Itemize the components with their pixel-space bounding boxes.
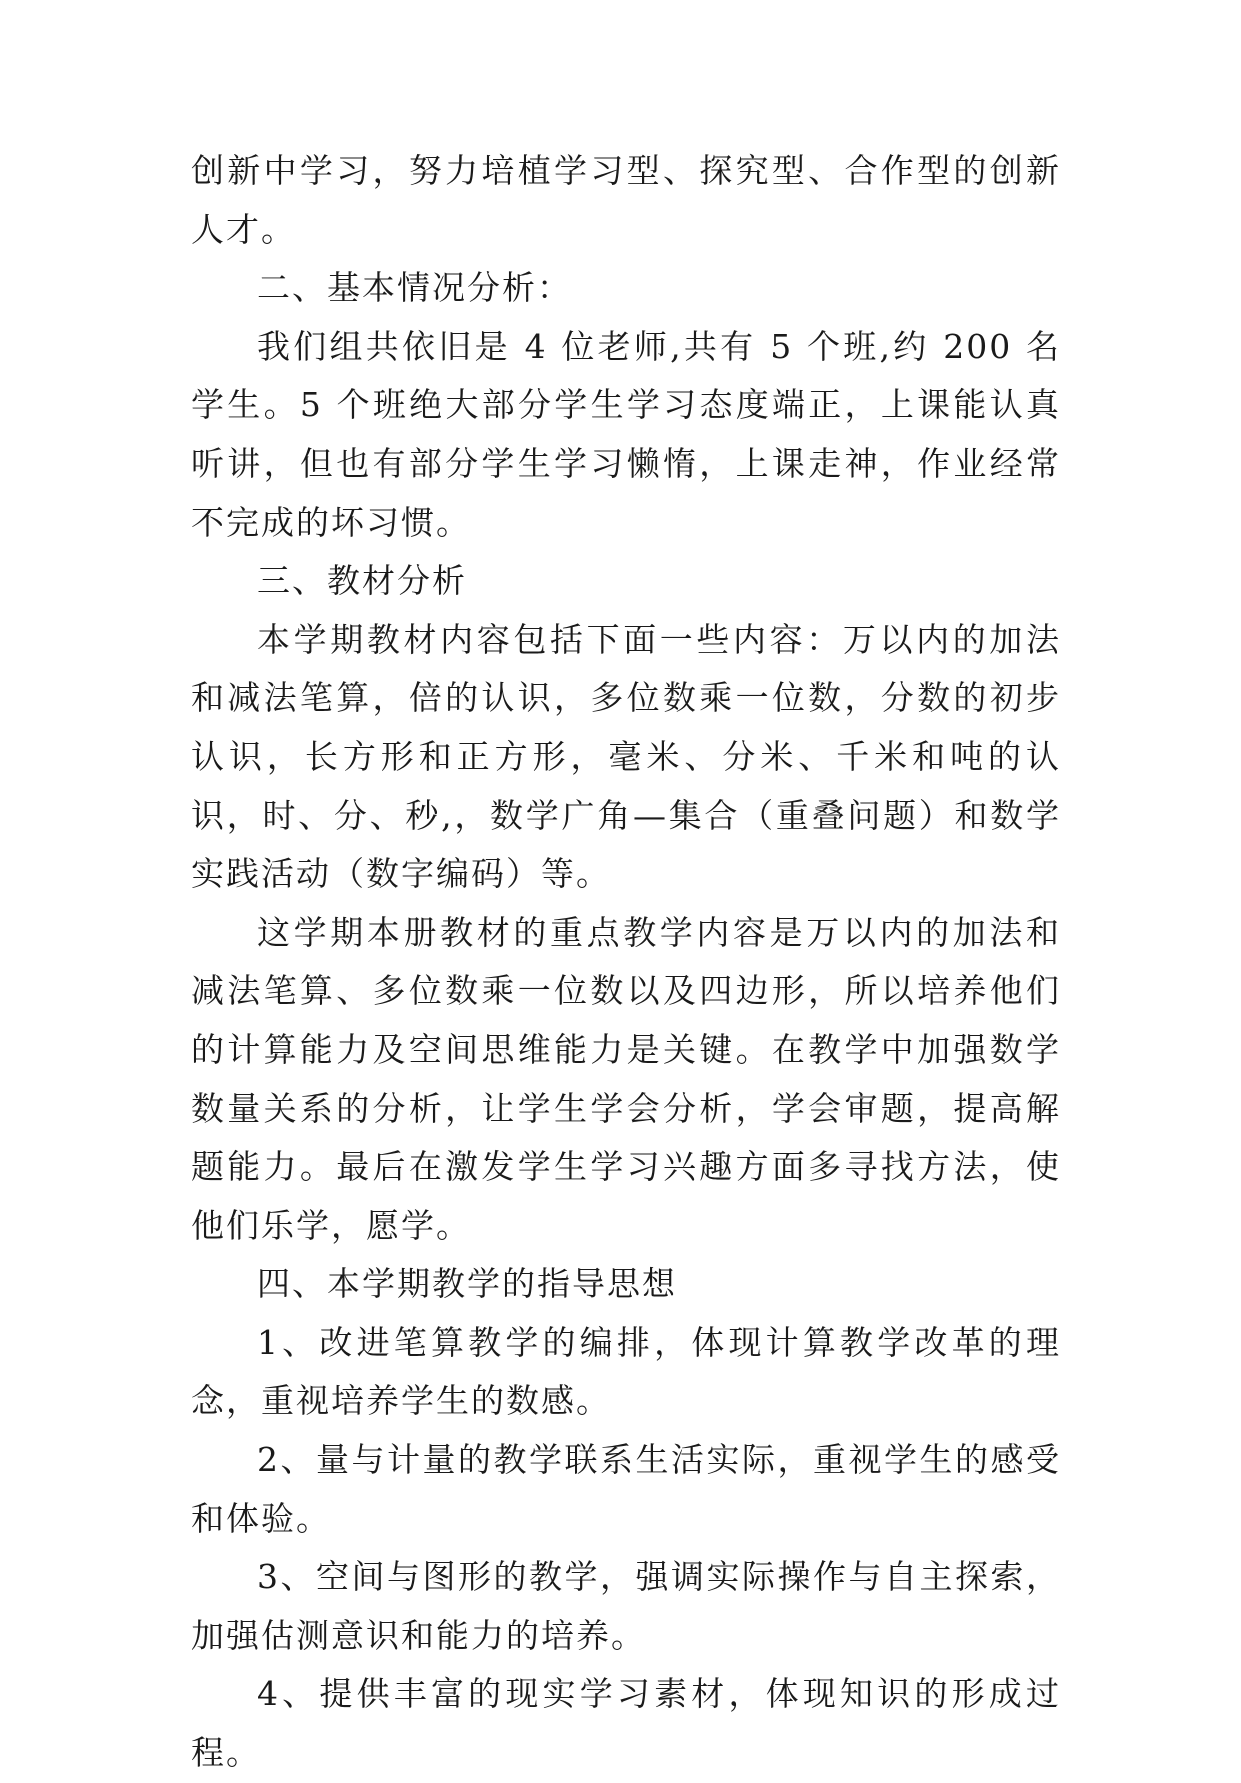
continuation-paragraph: 创新中学习，努力培植学习型、探究型、合作型的创新人才。	[191, 151, 1061, 249]
guiding-point-4: 4、提供丰富的现实学习素材，体现知识的形成过程。	[191, 1674, 1061, 1773]
textbook-focus-paragraph: 这学期本册教材的重点教学内容是万以内的加法和减法笔算、多位数乘一位数以及四边形，所以培养他们的计算能力及空间思维能力是关键。在教学中加强数学数量关系的分析，让学生学会分析，学会审题，提高解题能力。最后在激发学生学习兴趣方面多寻找方法，使他们乐学，愿学。	[191, 912, 1061, 1245]
textbook-content-paragraph: 本学期教材内容包括下面一些内容：万以内的加法和减法笔算，倍的认识，多位数乘一位数，分数的初步认识，长方形和正方形，毫米、分米、千米和吨的认识，时、分、秒,，数学广角—集合（重叠问题）和数学实践活动（数字编码）等。	[191, 619, 1061, 894]
section-heading-guiding-ideas: 四、本学期教学的指导思想	[257, 1264, 677, 1304]
guiding-point-2: 2、量与计量的教学联系生活实际，重视学生的感受和体验。	[191, 1440, 1061, 1538]
document-page	[191, 142, 1061, 1783]
guiding-point-1: 1、改进笔算教学的编排，体现计算教学改革的理念，重视培养学生的数感。	[191, 1322, 1061, 1421]
section-heading-textbook-analysis: 三、教材分析	[257, 561, 467, 601]
basic-situation-paragraph: 我们组共依旧是 4 位老师,共有 5 个班,约 200 名学生。5 个班绝大部分学生学习态度端正，上课能认真听讲，但也有部分学生学习懒惰，上课走神，作业经常不完成的坏习惯。	[191, 326, 1061, 542]
guiding-point-3: 3、空间与图形的教学，强调实际操作与自主探索，加强估测意识和能力的培养。	[191, 1557, 1061, 1655]
section-heading-basic-situation: 二、基本情况分析：	[257, 268, 572, 308]
